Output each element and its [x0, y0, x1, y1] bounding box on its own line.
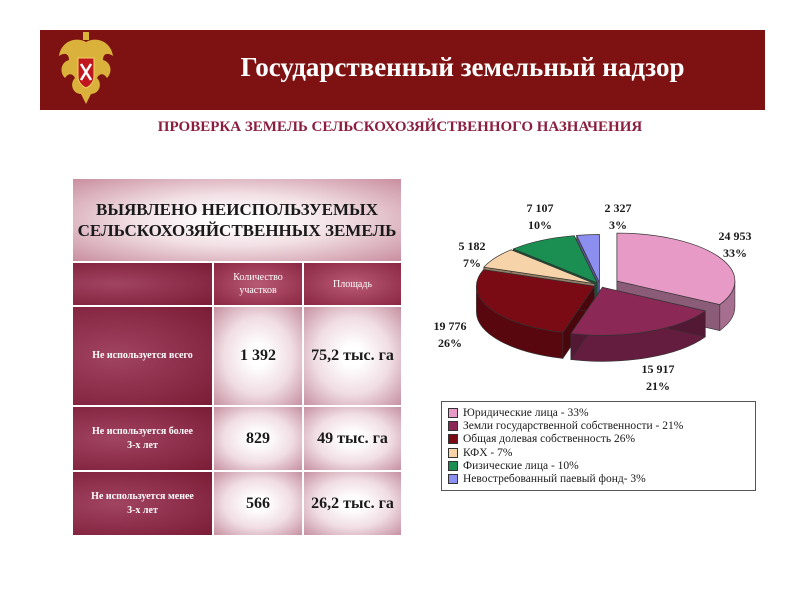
- coat-of-arms-icon: [55, 32, 117, 108]
- legend-item: [448, 419, 749, 432]
- table-heading-line2: СЕЛЬСКОХОЗЯЙСТВЕННЫХ ЗЕМЕЛЬ: [77, 221, 397, 240]
- legend-item: [448, 446, 749, 459]
- row-label-line2: 3-х лет: [127, 439, 158, 451]
- pie-value-label: 15 917: [641, 362, 675, 376]
- column-header-area: Площадь: [303, 262, 402, 306]
- legend-label: Юридические лица - 33%: [463, 406, 589, 419]
- pie-percent-label: 3%: [609, 218, 627, 232]
- legend-swatch: [448, 461, 458, 471]
- column-header-count-line2: участков: [239, 285, 277, 296]
- legend-item: [448, 459, 749, 472]
- legend-label: Физические лица - 10%: [463, 459, 579, 472]
- legend-swatch: [448, 448, 458, 458]
- legend-swatch: [448, 434, 458, 444]
- table-row-label: [72, 406, 213, 471]
- table-cell-area: 75,2 тыс. га: [303, 306, 402, 406]
- legend-swatch: [448, 421, 458, 431]
- table-cell-area: 49 тыс. га: [303, 406, 402, 471]
- table-cell-count: 566: [213, 471, 303, 536]
- legend-item: [448, 433, 749, 446]
- row-label-line1: Не используется более: [92, 425, 193, 437]
- pie-percent-label: 10%: [528, 218, 552, 232]
- pie-value-label: 5 182: [458, 239, 486, 253]
- page-title: Государственный земельный надзор: [240, 52, 685, 82]
- legend-swatch: [448, 474, 458, 484]
- row-label-line1: Не используется всего: [92, 350, 193, 361]
- chart-legend: [441, 401, 756, 491]
- land-ownership-pie-chart: [430, 190, 770, 395]
- table-row-label: [72, 306, 213, 406]
- column-header-count-line1: Количество: [233, 272, 283, 283]
- page-subtitle: ПРОВЕРКА ЗЕМЕЛЬ СЕЛЬСКОХОЗЯЙСТВЕННОГО НАЗНАЧЕНИЯ: [157, 119, 643, 135]
- row-label-line2: 3-х лет: [127, 504, 158, 516]
- pie-value-label: 7 107: [526, 201, 554, 215]
- pie-percent-label: 33%: [723, 246, 747, 260]
- table-corner-cell: [72, 262, 213, 306]
- table-row-label: [72, 471, 213, 536]
- table-cell-count: 1 392: [213, 306, 303, 406]
- column-header-count: [213, 262, 303, 306]
- legend-label: Земли государственной собственности - 21%: [463, 419, 684, 432]
- pie-percent-label: 7%: [463, 256, 481, 270]
- row-label-line1: Не используется менее: [91, 490, 194, 502]
- pie-value-label: 2 327: [604, 201, 632, 215]
- table-cell-count: 829: [213, 406, 303, 471]
- table-heading: [72, 178, 402, 262]
- legend-swatch: [448, 408, 458, 418]
- pie-percent-label: 26%: [438, 336, 462, 350]
- legend-label: Общая долевая собственность 26%: [463, 433, 636, 446]
- pie-percent-label: 21%: [646, 379, 670, 393]
- legend-item: [448, 406, 749, 419]
- pie-value-label: 19 776: [433, 319, 467, 333]
- legend-label: КФХ - 7%: [463, 446, 513, 459]
- pie-value-label: 24 953: [718, 229, 752, 243]
- legend-label: Невостребованный паевый фонд- 3%: [463, 473, 646, 486]
- header-banner: [40, 30, 765, 110]
- table-heading-line1: ВЫЯВЛЕНО НЕИСПОЛЬЗУЕМЫХ: [95, 200, 378, 219]
- table-cell-area: 26,2 тыс. га: [303, 471, 402, 536]
- legend-item: [448, 472, 749, 485]
- unused-lands-table: [72, 178, 402, 536]
